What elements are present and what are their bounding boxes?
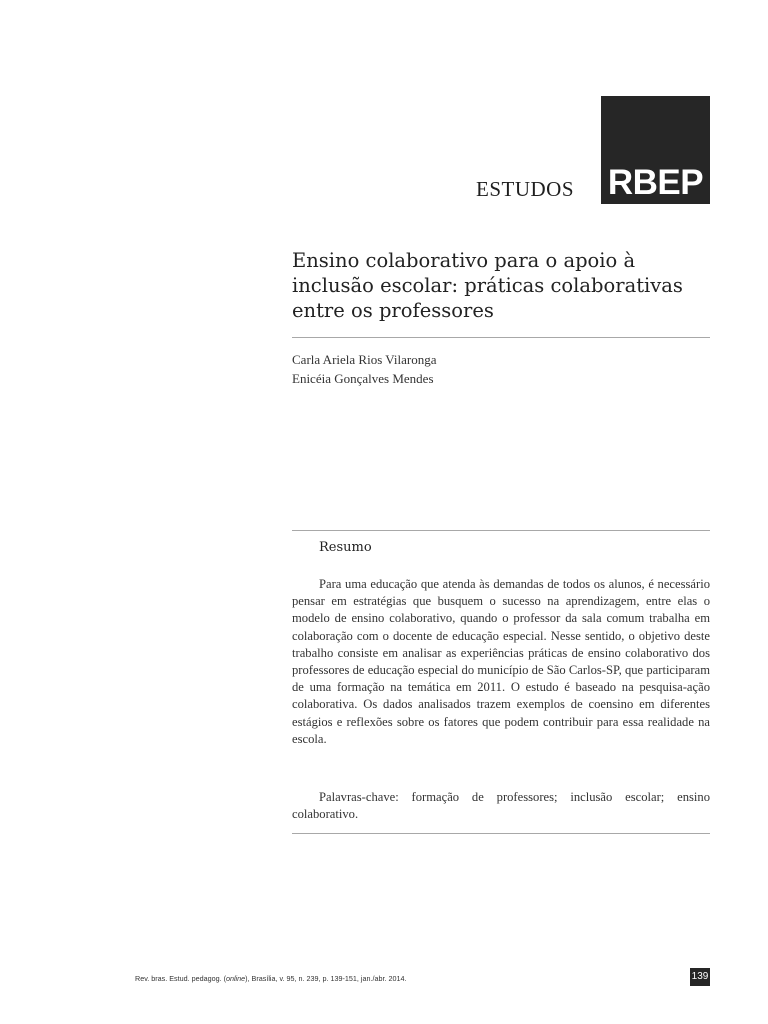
abstract-bottom-divider (292, 833, 710, 834)
abstract-text: Para uma educação que atenda às demandas de todos os alunos, é necessário pensar em estratégias que busquem o sucesso na aprendizagem, entre elas o modelo de ensino colaborativo, quando o professor da sala comum trabalha em colaboração com o docente de educação especial. Nesse sentido, o objetivo deste trabalho consiste em analisar as experiências práticas de ensino colaborativo dos professores de educação especial do município de São Carlos-SP, que participaram de uma formação na temática em 2011. O estudo é baseado na pesquisa-ação colaborativa. Os dados analisados trazem exemplos de coensino em diferentes estágios e reflexões sobre os fatores que podem contribuir para essa realidade na escola. (292, 577, 710, 746)
keywords: Palavras-chave: formação de professores; inclusão escolar; ensino colaborativo. (292, 790, 710, 822)
journal-logo (601, 96, 710, 204)
footer-citation (135, 974, 406, 983)
abstract-heading: Resumo (319, 540, 372, 555)
article-title: Ensino colaborativo para o apoio à inclusão escolar: práticas colaborativas entre os professores (292, 249, 683, 322)
title-divider (292, 337, 710, 338)
journal-logo-text: RBEP (607, 163, 704, 202)
citation-suffix: ), Brasília, v. 95, n. 239, p. 139-151, jan./abr. 2014. (245, 974, 407, 983)
section-label: ESTUDOS (476, 177, 575, 201)
citation-online: online (225, 974, 246, 983)
page-number: 139 (690, 968, 710, 986)
citation-prefix: Rev. bras. Estud. pedagog. ( (135, 974, 226, 983)
author-name: Carla Ariela Rios Vilaronga (292, 352, 437, 367)
abstract-top-divider (292, 530, 710, 531)
author-list (292, 350, 436, 388)
author-name: Enicéia Gonçalves Mendes (292, 371, 434, 386)
